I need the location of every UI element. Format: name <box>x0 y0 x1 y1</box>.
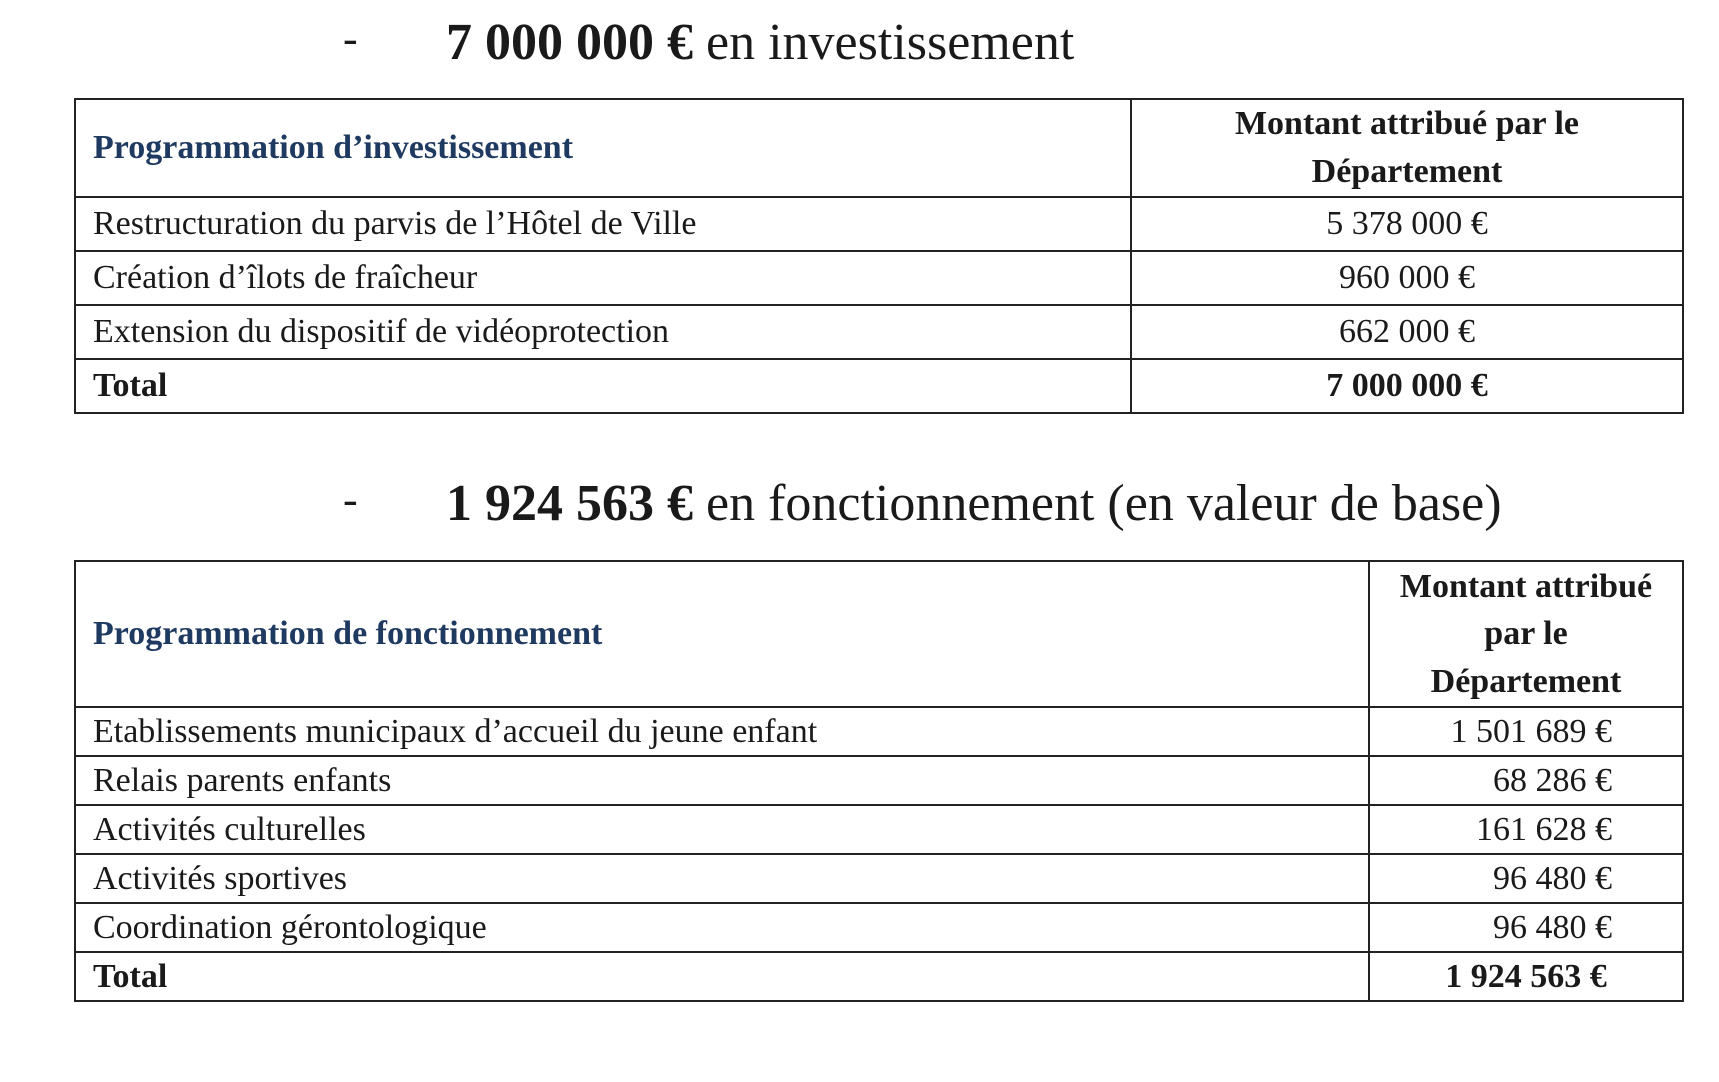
row-amount: 96 480 € <box>1369 854 1683 903</box>
table-row <box>75 305 1683 359</box>
row-amount: 1 501 689 € <box>1369 707 1683 756</box>
table-row <box>75 707 1683 756</box>
row-label: Relais parents enfants <box>75 756 1369 805</box>
row-label: Coordination gérontologique <box>75 903 1369 952</box>
table-row <box>75 805 1683 854</box>
row-amount: 68 286 € <box>1369 756 1683 805</box>
operating-heading-amount: 1 924 563 € <box>446 475 693 532</box>
row-amount: 662 000 € <box>1131 305 1683 359</box>
row-amount: 96 480 € <box>1369 903 1683 952</box>
table-row <box>75 197 1683 251</box>
row-label: Activités culturelles <box>75 805 1369 854</box>
table-header-row <box>75 561 1683 707</box>
total-amount: 7 000 000 € <box>1131 359 1683 413</box>
total-label: Total <box>75 359 1131 413</box>
total-row <box>75 952 1683 1001</box>
table-row <box>75 756 1683 805</box>
column-header-program: Programmation d’investissement <box>75 99 1131 197</box>
row-label: Etablissements municipaux d’accueil du jeune enfant <box>75 707 1369 756</box>
total-label: Total <box>75 952 1369 1001</box>
total-row <box>75 359 1683 413</box>
row-amount: 5 378 000 € <box>1131 197 1683 251</box>
table-row <box>75 854 1683 903</box>
investment-heading-suffix: en investissement <box>693 14 1075 71</box>
investment-heading-text <box>446 14 1075 71</box>
row-label: Extension du dispositif de vidéoprotection <box>75 305 1131 359</box>
table-row <box>75 903 1683 952</box>
table-header-row <box>75 99 1683 197</box>
row-label: Activités sportives <box>75 854 1369 903</box>
bullet-dash: - <box>343 14 358 63</box>
column-header-amount: Montant attribué par le Département <box>1131 99 1683 197</box>
column-header-program: Programmation de fonctionnement <box>75 561 1369 707</box>
operating-table <box>74 560 1684 1002</box>
operating-heading-text <box>446 475 1502 532</box>
total-amount: 1 924 563 € <box>1369 952 1683 1001</box>
row-label: Restructuration du parvis de l’Hôtel de Ville <box>75 197 1131 251</box>
bullet-dash: - <box>343 475 358 524</box>
investment-table <box>74 98 1684 414</box>
column-header-amount: Montant attribué par le Département <box>1369 561 1683 707</box>
row-label: Création d’îlots de fraîcheur <box>75 251 1131 305</box>
row-amount: 960 000 € <box>1131 251 1683 305</box>
table-row <box>75 251 1683 305</box>
operating-heading-suffix: en fonctionnement (en valeur de base) <box>693 475 1502 532</box>
investment-heading-amount: 7 000 000 € <box>446 14 693 71</box>
row-amount: 161 628 € <box>1369 805 1683 854</box>
